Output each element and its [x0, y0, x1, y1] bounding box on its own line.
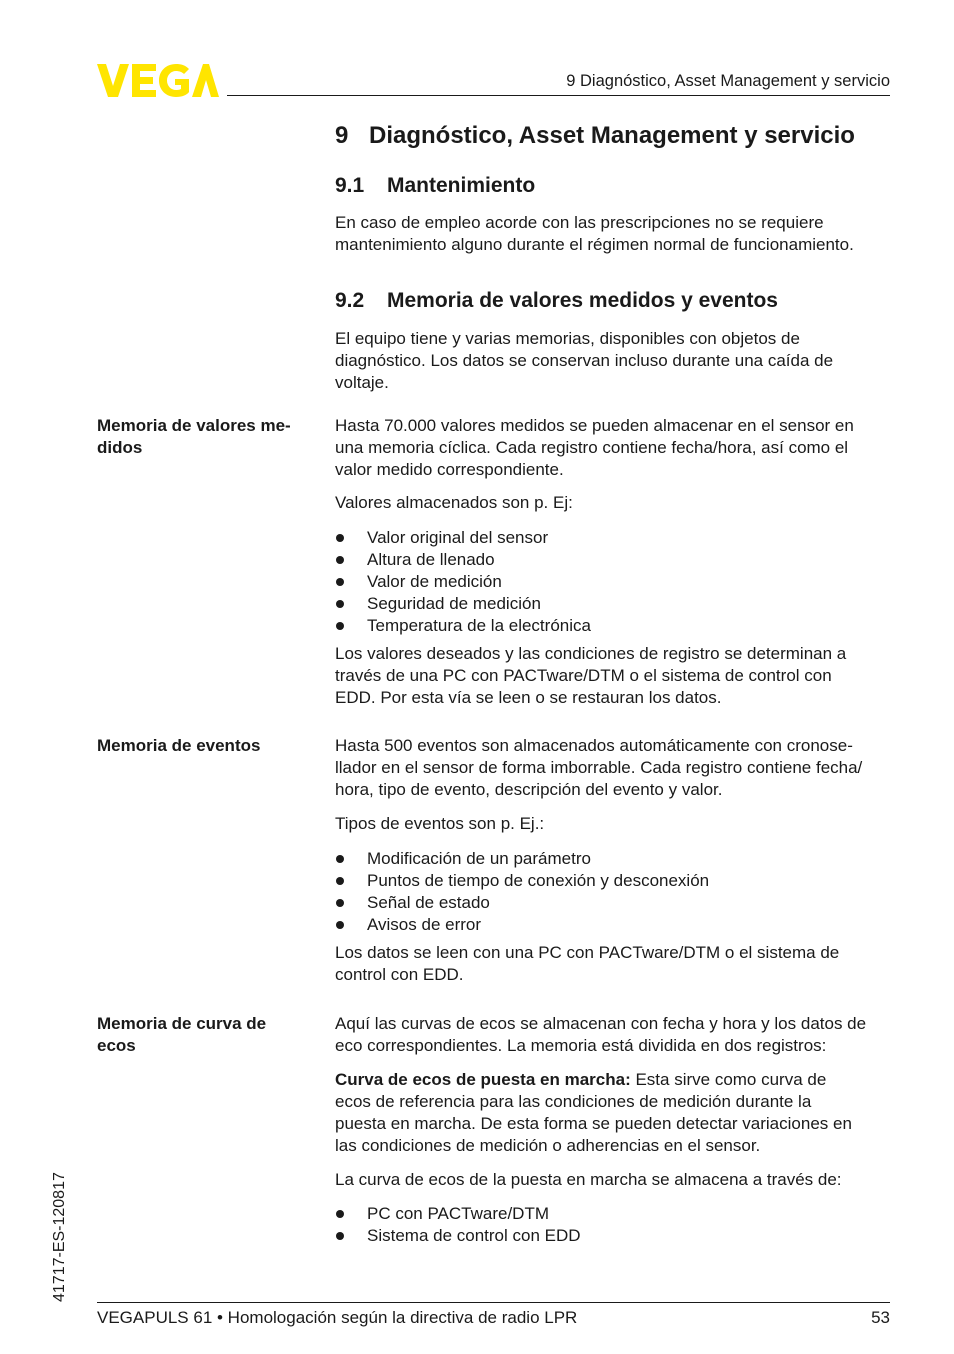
list-item: Altura de llenado: [335, 549, 591, 571]
chapter-heading: [335, 122, 855, 150]
page-number: 53: [871, 1308, 890, 1327]
text-line: Memoria de eventos: [97, 736, 261, 755]
text-line: EDD. Por esta vía se leen o se restauran los datos.: [335, 688, 722, 707]
running-header: 9 Diagnóstico, Asset Management y servicio: [566, 72, 890, 90]
list-item: Sistema de control con EDD: [335, 1225, 581, 1247]
text-line: eco correspondientes. La memoria está dividida en dos registros:: [335, 1036, 827, 1055]
bold-lead: Curva de ecos de puesta en marcha:: [335, 1070, 631, 1089]
measured-memory-paragraph: [335, 415, 895, 481]
text-line: mantenimiento alguno durante el régimen normal de funcionamiento.: [335, 235, 854, 254]
event-memory-paragraph: [335, 735, 895, 801]
section-number: 9.1: [335, 174, 365, 197]
measured-values-list: [335, 527, 591, 637]
list-item: Avisos de error: [335, 914, 709, 936]
measured-outro-paragraph: [335, 643, 895, 709]
echo-startup-paragraph: [335, 1069, 895, 1157]
text-line: valor medido correspondiente.: [335, 460, 564, 479]
list-item: Valor de medición: [335, 571, 591, 593]
document-code: 41717-ES-120817: [51, 1172, 68, 1302]
text-line: Aquí las curvas de ecos se almacenan con fecha y hora y los datos de: [335, 1014, 867, 1033]
text-line: ecos: [97, 1036, 136, 1055]
measured-list-intro: Valores almacenados son p. Ej:: [335, 493, 573, 512]
list-item: PC con PACTware/DTM: [335, 1203, 581, 1225]
text-line: través de una PC con PACTware/DTM o el sistema de control con: [335, 666, 832, 685]
side-label-measured-memory: [97, 415, 312, 459]
text-line: Memoria de valores me-: [97, 416, 291, 435]
text-line: voltaje.: [335, 373, 389, 392]
event-outro-paragraph: [335, 942, 895, 986]
section-title: Memoria de valores medidos y eventos: [387, 289, 778, 312]
memory-intro-paragraph: [335, 328, 895, 394]
text-line: llador en el sensor de forma imborrable. Cada registro contiene fecha/: [335, 758, 863, 777]
vega-logo: [97, 64, 219, 97]
event-types-list: [335, 848, 709, 936]
text-line: Hasta 500 eventos son almacenados automáticamente con cronose-: [335, 736, 853, 755]
text-line: El equipo tiene y varias memorias, disponibles con objetos de: [335, 329, 800, 348]
text-line: diagnóstico. Los datos se conservan incluso durante una caída de: [335, 351, 834, 370]
list-item: Modificación de un parámetro: [335, 848, 709, 870]
section-title: Mantenimiento: [387, 174, 536, 197]
header-rule: [227, 95, 890, 96]
section-number: 9.2: [335, 289, 365, 312]
side-label-event-memory: [97, 735, 312, 757]
text-line: hora, tipo de evento, descripción del evento y valor.: [335, 780, 723, 799]
footer-rule: [97, 1302, 890, 1303]
maintenance-paragraph: [335, 212, 895, 256]
list-item: Seguridad de medición: [335, 593, 591, 615]
list-item: Puntos de tiempo de conexión y desconexión: [335, 870, 709, 892]
section-heading-maintenance: [335, 174, 535, 198]
text-line: Memoria de curva de: [97, 1014, 267, 1033]
text-line: Hasta 70.000 valores medidos se pueden almacenar en el sensor en: [335, 416, 854, 435]
list-item: Señal de estado: [335, 892, 709, 914]
footer-product: VEGAPULS 61 • Homologación según la directiva de radio LPR: [97, 1308, 578, 1327]
echo-memory-paragraph: [335, 1013, 895, 1057]
side-label-echo-memory: [97, 1013, 312, 1057]
echo-list-intro: La curva de ecos de la puesta en marcha se almacena a través de:: [335, 1170, 842, 1189]
event-list-intro: Tipos de eventos son p. Ej.:: [335, 814, 545, 833]
echo-storage-list: [335, 1203, 581, 1247]
text-line: una memoria cíclica. Cada registro contiene fecha/hora, así como el: [335, 438, 849, 457]
text-line: las condiciones de medición o adherencias en el sensor.: [335, 1136, 761, 1155]
list-item: Valor original del sensor: [335, 527, 591, 549]
chapter-number: 9: [335, 122, 349, 149]
chapter-title: Diagnóstico, Asset Management y servicio: [369, 122, 855, 149]
text-line: control con EDD.: [335, 965, 464, 984]
text-line: didos: [97, 438, 143, 457]
text-line: Los valores deseados y las condiciones de registro se determinan a: [335, 644, 847, 663]
text-line: En caso de empleo acorde con las prescripciones no se requiere: [335, 213, 824, 232]
text-line: puesta en marcha. De esta forma se pueden detectar variaciones en: [335, 1114, 852, 1133]
text-line: [335, 1069, 895, 1091]
section-heading-memory: [335, 289, 778, 313]
text-line: Los datos se leen con una PC con PACTware/DTM o el sistema de: [335, 943, 840, 962]
text-line: ecos de referencia para las condiciones de medición durante la: [335, 1092, 812, 1111]
list-item: Temperatura de la electrónica: [335, 615, 591, 637]
bold-lead-rest: Esta sirve como curva de: [630, 1070, 827, 1089]
